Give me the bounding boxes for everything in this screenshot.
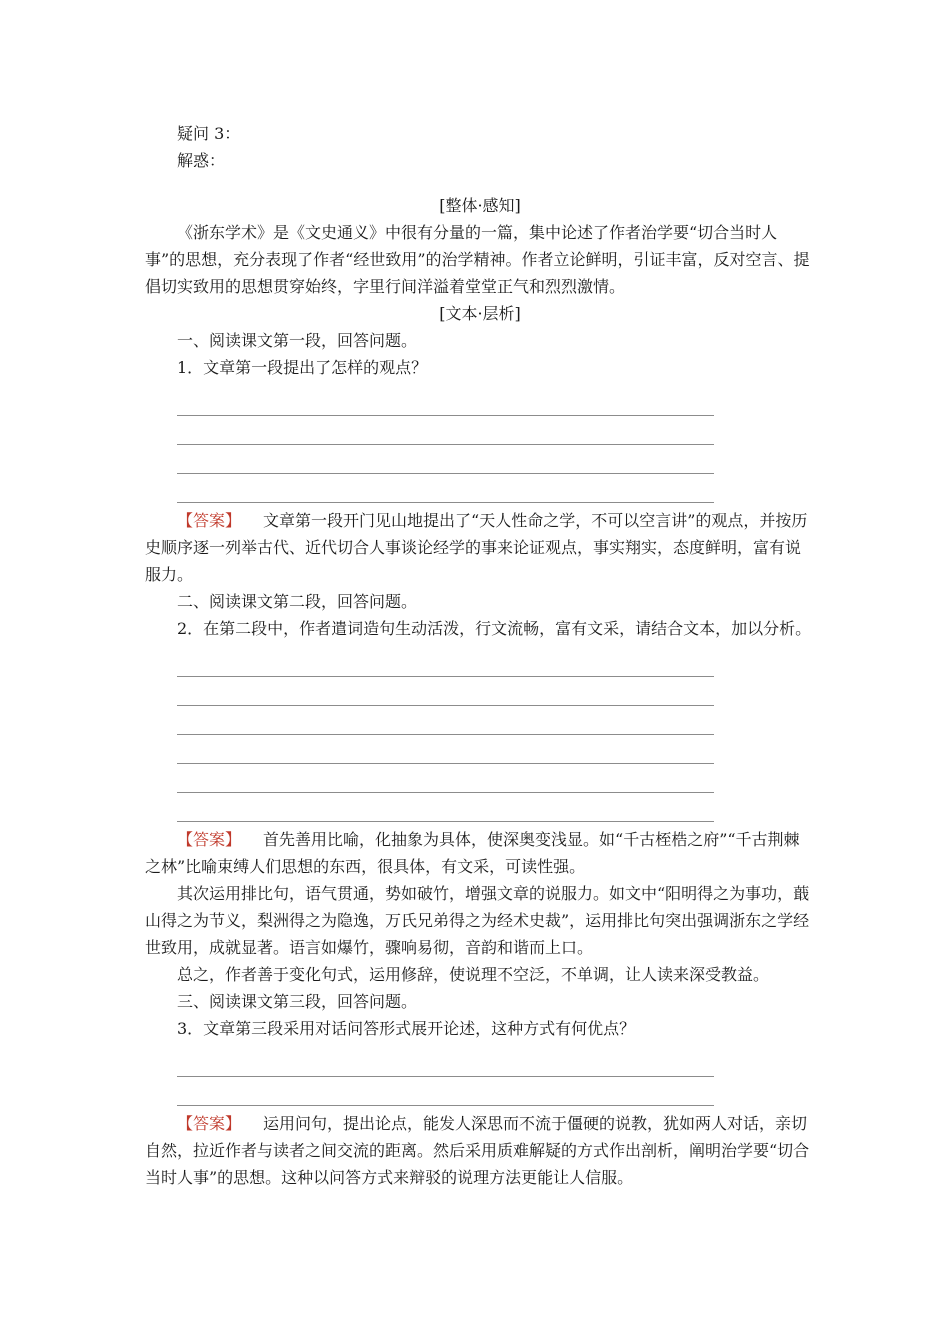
answer-line[interactable] <box>177 764 714 793</box>
answer-tag: 【答案】 <box>177 1114 242 1133</box>
answer-1 <box>145 507 815 588</box>
answer-tag: 【答案】 <box>177 830 242 849</box>
answer-line[interactable] <box>177 706 714 735</box>
overall-paragraph: 《浙东学术》是《文史通义》中很有分量的一篇，集中论述了作者治学要“切合当时人事”的思想，充分表现了作者“经世致用”的治学精神。作者立论鲜明，引证丰富，反对空言、提倡切实致用的思想贯穿始终，字里行间洋溢着堂堂正气和烈烈激情。 <box>145 223 810 296</box>
question-1: 1．文章第一段提出了怎样的观点？ <box>177 358 428 377</box>
answer-line[interactable] <box>177 648 714 677</box>
part-2-title: 二、阅读课文第二段，回答问题。 <box>177 592 418 611</box>
answer-line[interactable] <box>177 677 714 706</box>
answer-line[interactable] <box>177 416 714 445</box>
answer-2-text-1: 首先善用比喻，化抽象为具体，使深奥变浅显。如“千古桎梏之府”“千古荆棘之林”比喻束缚人们思想的东西，很具体，有文采，可读性强。 <box>145 830 800 876</box>
answer-line[interactable] <box>177 474 714 503</box>
question-3: 3．文章第三段采用对话问答形式展开论述，这种方式有何优点？ <box>177 1019 636 1038</box>
question-2: 2．在第二段中，作者遣词造句生动活泼，行文流畅，富有文采，请结合文本，加以分析。 <box>177 619 812 638</box>
answer-lines-3[interactable] <box>177 1048 714 1106</box>
answer-tag: 【答案】 <box>177 511 242 530</box>
answer-3 <box>145 1110 815 1191</box>
document-page <box>145 120 815 1191</box>
part-3-title: 三、阅读课文第三段，回答问题。 <box>177 992 418 1011</box>
answer-2-text-3: 总之，作者善于变化句式，运用修辞，使说理不空泛，不单调，让人读来深受教益。 <box>177 965 770 984</box>
question-3-label: 疑问 3： <box>177 124 241 143</box>
answer-1-text: 文章第一段开门见山地提出了“天人性命之学，不可以空言讲”的观点，并按历史顺序逐一列举古代、近代切合人事谈论经学的事来论证观点，事实翔实，态度鲜明，富有说服力。 <box>145 511 808 584</box>
answer-line[interactable] <box>177 1077 714 1106</box>
answer-line[interactable] <box>177 387 714 416</box>
answer-line[interactable] <box>177 793 714 822</box>
section-heading-analysis: [文本·层析] <box>439 304 521 323</box>
answer-lines-1[interactable] <box>177 387 714 503</box>
section-heading-overall: [整体·感知] <box>439 196 521 215</box>
part-1-title: 一、阅读课文第一段，回答问题。 <box>177 331 418 350</box>
answer-2-text-2: 其次运用排比句，语气贯通，势如破竹，增强文章的说服力。如文中“阳明得之为事功，蕺山得之为节义，梨洲得之为隐逸，万氏兄弟得之为经术史裁”，运用排比句突出强调浙东之学经世致用，成就显著。语言如爆竹，骤响易彻，音韵和谐而上口。 <box>145 884 810 957</box>
answer-3-text: 运用问句，提出论点，能发人深思而不流于僵硬的说教，犹如两人对话，亲切自然，拉近作者与读者之间交流的距离。然后采用质难解疑的方式作出剖析，阐明治学要“切合当时人事”的思想。这种以问答方式来辩驳的说理方法更能让人信服。 <box>145 1114 810 1187</box>
answer-lines-2[interactable] <box>177 648 714 822</box>
answer-line[interactable] <box>177 735 714 764</box>
answer-line[interactable] <box>177 445 714 474</box>
answer-line[interactable] <box>177 1048 714 1077</box>
answer-2 <box>145 826 815 880</box>
jiehuo-label: 解惑： <box>177 151 226 170</box>
